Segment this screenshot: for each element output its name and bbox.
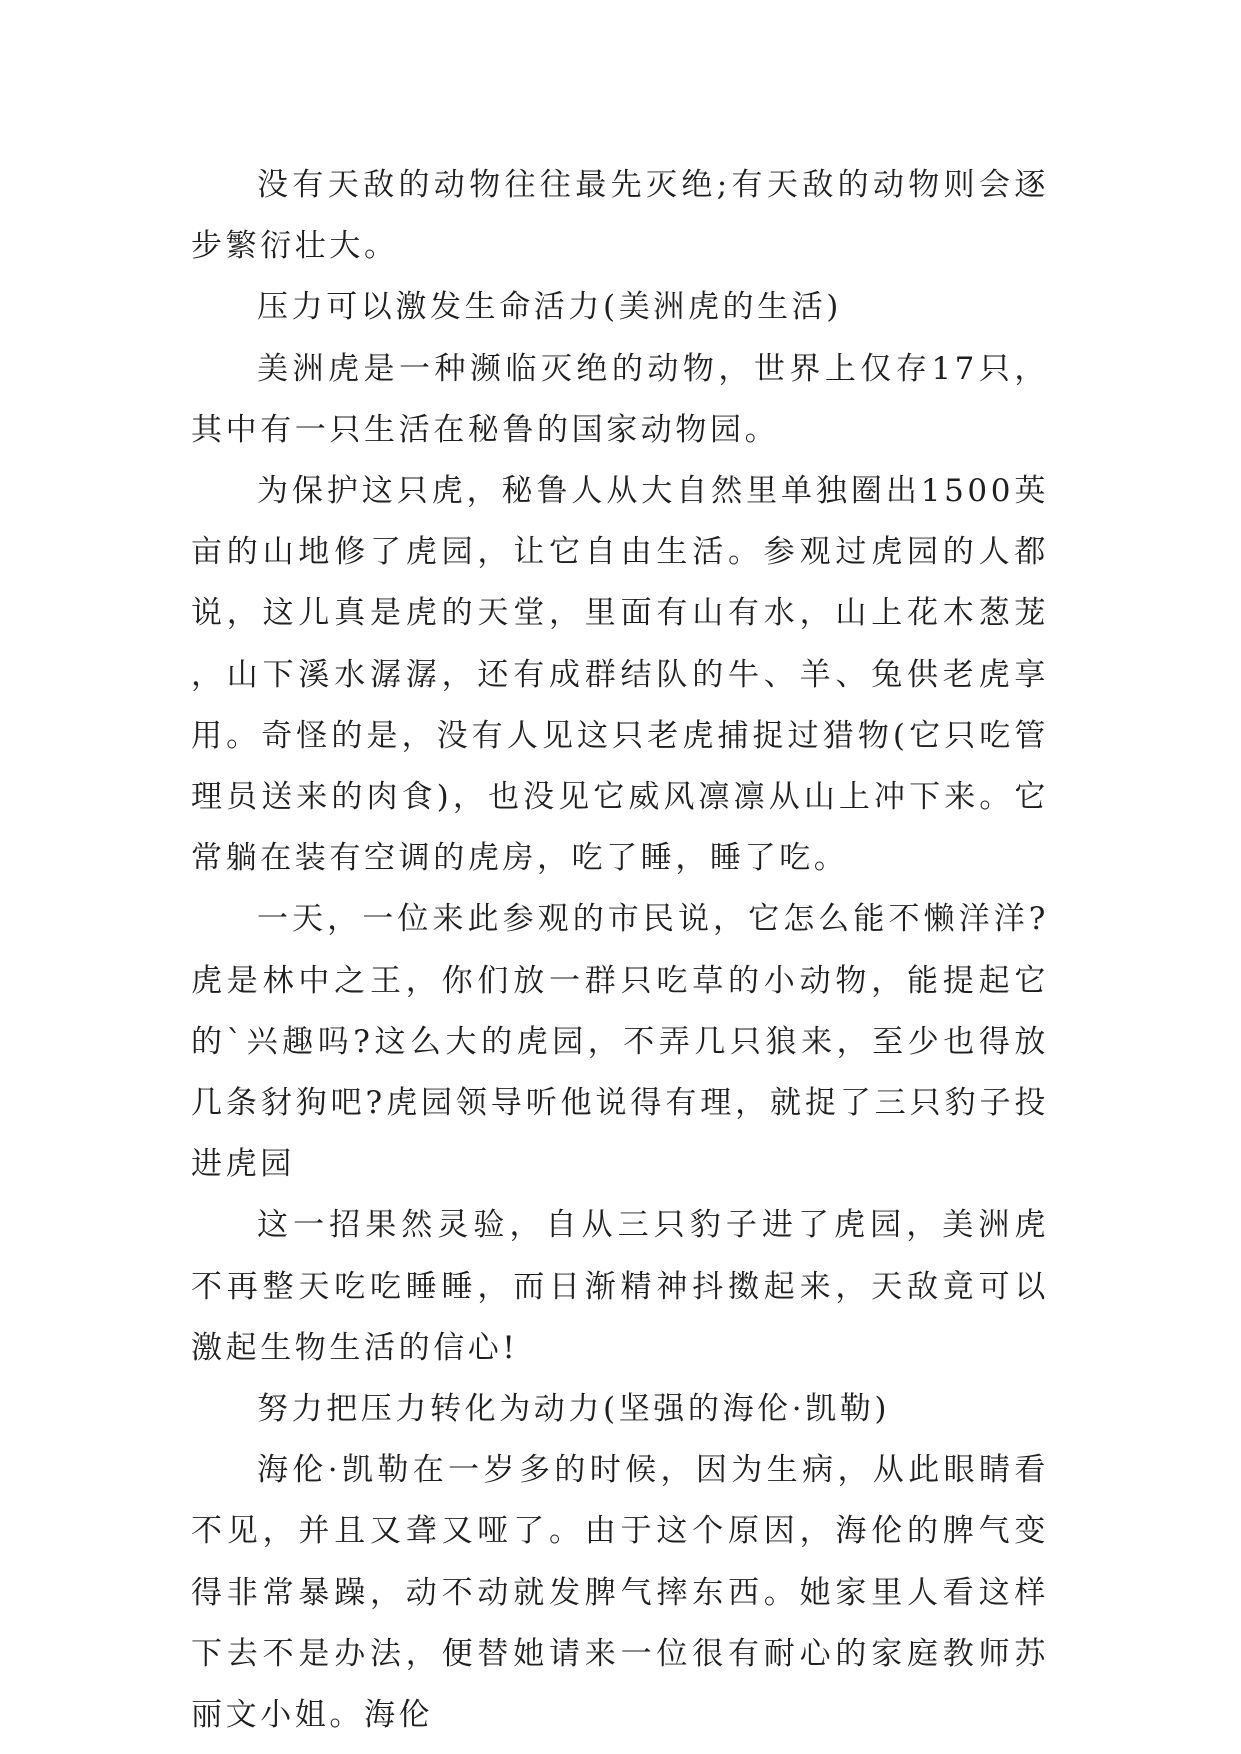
paragraph-tiger-park: 为保护这只虎，秘鲁人从大自然里单独圈出1500英亩的山地修了虎园，让它自由生活。参观过虎园的人都说，这儿真是虎的天堂，里面有山有水，山上花木葱茏，山下溪水潺潺，还有成群结队的牛、羊、兔供老虎享用。奇怪的是，没有人见这只老虎捕捉过猎物(它只吃管理员送来的肉食)，也没见它威风凛凛从山上冲下来。它常躺在装有空调的虎房，吃了睡，睡了吃。: [191, 473, 1049, 877]
heading-pressure-to-motivation: 努力把压力转化为动力(坚强的海伦·凯勒): [257, 1391, 891, 1428]
paragraph-helen-keller: 海伦·凯勒在一岁多的时候，因为生病，从此眼睛看不见，并且又聋又哑了。由于这个原因，海伦的脾气变得非常暴躁，动不动就发脾气摔东西。她家里人看这样下去不是办法，便替她请来一位很有耐心的家庭教师苏丽文小姐。海伦: [191, 1452, 1049, 1734]
paragraph-visitor-suggestion: 一天，一位来此参观的市民说，它怎么能不懒洋洋?虎是林中之王，你们放一群只吃草的小动物，能提起它的`兴趣吗?这么大的虎园，不弄几只狼来，至少也得放几条豺狗吧?虎园领导听他说得有理，就捉了三只豹子投进虎园: [191, 901, 1049, 1183]
paragraph-natural-enemy: 没有天敌的动物往往最先灭绝;有天敌的动物则会逐步繁衍壮大。: [191, 167, 1049, 265]
paragraph-jaguar-intro: 美洲虎是一种濒临灭绝的动物，世界上仅存17只，其中有一只生活在秘鲁的国家动物园。: [191, 350, 1049, 448]
document-body: [191, 155, 1049, 1746]
heading-pressure-vitality: 压力可以激发生命活力(美洲虎的生活): [257, 289, 842, 326]
paragraph-leopards-effect: 这一招果然灵验，自从三只豹子进了虎园，美洲虎不再整天吃吃睡睡，而日渐精神抖擞起来，天敌竟可以激起生物生活的信心!: [191, 1207, 1049, 1366]
